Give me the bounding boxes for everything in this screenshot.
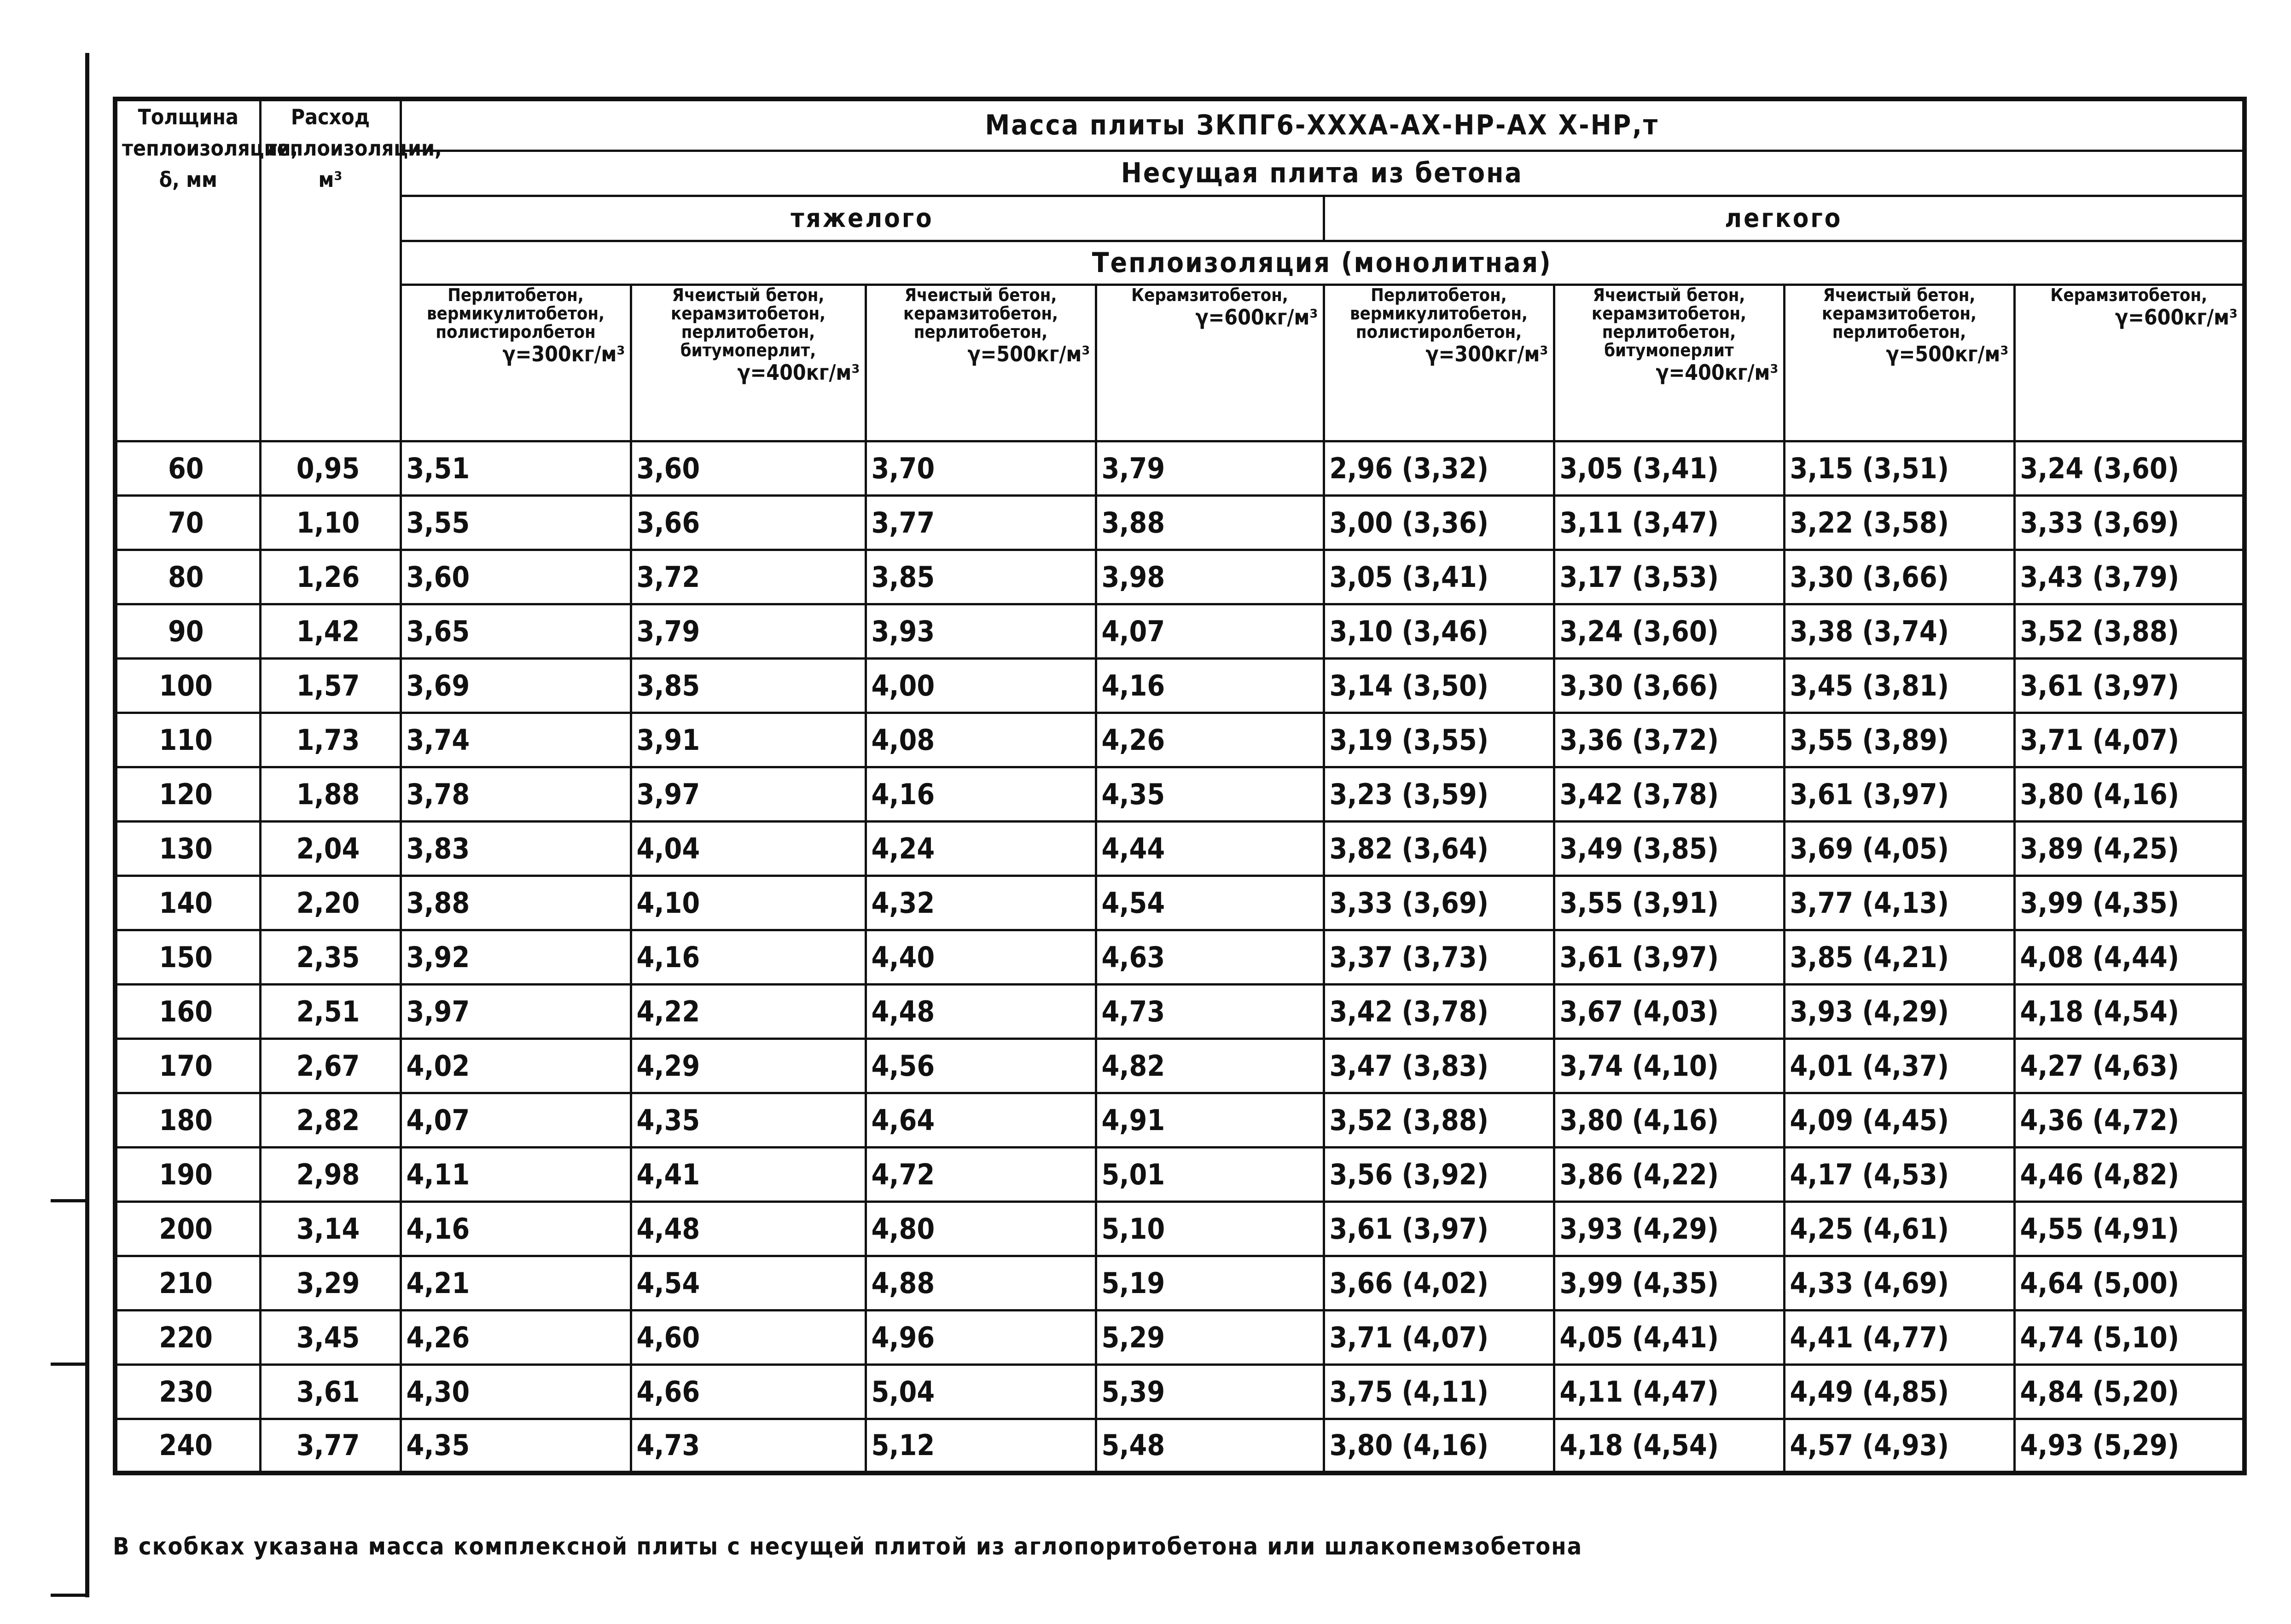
mass-cell: 3,33 (3,69) xyxy=(2014,495,2244,550)
thickness-cell: 230 xyxy=(115,1364,260,1419)
mass-cell: 4,05 (4,41) xyxy=(1554,1310,1784,1364)
thickness-cell: 80 xyxy=(115,550,260,604)
column-density: γ=300кг/м³ xyxy=(1425,341,1548,366)
column-density: γ=500кг/м³ xyxy=(1886,341,2009,366)
mass-cell: 3,33 (3,69) xyxy=(1324,876,1554,930)
consumption-cell: 1,57 xyxy=(260,658,401,713)
mass-cell: 3,42 (3,78) xyxy=(1324,984,1554,1038)
table-row xyxy=(115,604,2244,658)
consumption-cell: 1,26 xyxy=(260,550,401,604)
mass-cell: 4,21 xyxy=(401,1256,631,1310)
consumption-cell: 0,95 xyxy=(260,441,401,495)
mass-cell: 5,48 xyxy=(1096,1419,1324,1473)
mass-cell: 4,49 (4,85) xyxy=(1784,1364,2014,1419)
mass-cell: 3,80 (4,16) xyxy=(2014,767,2244,821)
mass-cell: 3,72 xyxy=(631,550,866,604)
mass-cell: 4,25 (4,61) xyxy=(1784,1201,2014,1256)
mass-cell: 3,66 xyxy=(631,495,866,550)
mass-cell: 4,16 xyxy=(866,767,1096,821)
mass-cell: 4,73 xyxy=(1096,984,1324,1038)
mass-cell: 3,52 (3,88) xyxy=(2014,604,2244,658)
mass-cell: 3,47 (3,83) xyxy=(1324,1038,1554,1093)
column-name: Перлитобетон, вермикулитобетон, полистиролбетон, xyxy=(1350,284,1528,342)
table-title: Масса плиты ЗКПГ6-ХХХА-АХ-НР-АХ Х-НР,т xyxy=(401,99,2244,151)
mass-cell: 4,11 xyxy=(401,1147,631,1201)
mass-cell: 4,54 xyxy=(631,1256,866,1310)
mass-cell: 3,88 xyxy=(1096,495,1324,550)
mass-cell: 3,55 (3,91) xyxy=(1554,876,1784,930)
mass-cell: 3,91 xyxy=(631,713,866,767)
mass-cell: 4,48 xyxy=(631,1201,866,1256)
mass-cell: 3,49 (3,85) xyxy=(1554,821,1784,876)
table-row xyxy=(115,984,2244,1038)
mass-cell: 4,02 xyxy=(401,1038,631,1093)
column-header-row xyxy=(115,284,2244,441)
mass-cell: 3,75 (4,11) xyxy=(1324,1364,1554,1419)
column-header xyxy=(1096,284,1324,441)
mass-cell: 3,60 xyxy=(401,550,631,604)
insulation-header: Теплоизоляция (монолитная) xyxy=(401,241,2244,284)
mass-cell: 4,60 xyxy=(631,1310,866,1364)
column-name: Керамзитобетон, xyxy=(1131,284,1288,305)
table-body xyxy=(115,441,2244,1473)
mass-cell: 3,56 (3,92) xyxy=(1324,1147,1554,1201)
mass-cell: 3,00 (3,36) xyxy=(1324,495,1554,550)
mass-cell: 3,97 xyxy=(401,984,631,1038)
consumption-cell: 2,98 xyxy=(260,1147,401,1201)
mass-cell: 5,01 xyxy=(1096,1147,1324,1201)
column-header xyxy=(1554,284,1784,441)
mass-cell: 3,83 xyxy=(401,821,631,876)
mass-cell: 3,43 (3,79) xyxy=(2014,550,2244,604)
mass-cell: 4,48 xyxy=(866,984,1096,1038)
thickness-cell: 200 xyxy=(115,1201,260,1256)
mass-cell: 3,70 xyxy=(866,441,1096,495)
mass-cell: 3,74 xyxy=(401,713,631,767)
mass-cell: 4,35 xyxy=(1096,767,1324,821)
margin-tick xyxy=(51,1594,88,1597)
mass-cell: 3,88 xyxy=(401,876,631,930)
mass-cell: 3,82 (3,64) xyxy=(1324,821,1554,876)
mass-cell: 2,96 (3,32) xyxy=(1324,441,1554,495)
consumption-cell: 2,82 xyxy=(260,1093,401,1147)
mass-cell: 3,97 xyxy=(631,767,866,821)
thickness-cell: 160 xyxy=(115,984,260,1038)
mass-cell: 4,00 xyxy=(866,658,1096,713)
mass-cell: 4,84 (5,20) xyxy=(2014,1364,2244,1419)
column-name: Ячеистый бетон, керамзитобетон, перлитобетон, битумоперлит xyxy=(1591,284,1746,360)
mass-cell: 3,69 (4,05) xyxy=(1784,821,2014,876)
thickness-cell: 100 xyxy=(115,658,260,713)
mass-cell: 3,93 (4,29) xyxy=(1554,1201,1784,1256)
thickness-cell: 70 xyxy=(115,495,260,550)
mass-cell: 3,85 xyxy=(631,658,866,713)
table-row xyxy=(115,495,2244,550)
consumption-cell: 2,20 xyxy=(260,876,401,930)
mass-cell: 4,16 xyxy=(1096,658,1324,713)
mass-cell: 3,05 (3,41) xyxy=(1554,441,1784,495)
thickness-cell: 120 xyxy=(115,767,260,821)
mass-cell: 5,12 xyxy=(866,1419,1096,1473)
column-name: Ячеистый бетон, керамзитобетон, перлитобетон, битумоперлит, xyxy=(670,284,826,360)
mass-cell: 4,09 (4,45) xyxy=(1784,1093,2014,1147)
mass-cell: 4,40 xyxy=(866,930,1096,984)
mass-cell: 3,61 (3,97) xyxy=(1554,930,1784,984)
mass-cell: 3,36 (3,72) xyxy=(1554,713,1784,767)
mass-cell: 4,41 (4,77) xyxy=(1784,1310,2014,1364)
column-header xyxy=(866,284,1096,441)
mass-cell: 3,51 xyxy=(401,441,631,495)
mass-cell: 3,93 (4,29) xyxy=(1784,984,2014,1038)
mass-table xyxy=(113,97,2247,1475)
mass-cell: 3,11 (3,47) xyxy=(1554,495,1784,550)
column-header xyxy=(1784,284,2014,441)
mass-cell: 3,85 xyxy=(866,550,1096,604)
mass-cell: 3,05 (3,41) xyxy=(1324,550,1554,604)
mass-cell: 3,77 xyxy=(866,495,1096,550)
table-row xyxy=(115,767,2244,821)
mass-cell: 3,55 xyxy=(401,495,631,550)
column-density: γ=400кг/м³ xyxy=(737,360,860,385)
consumption-cell: 3,14 xyxy=(260,1201,401,1256)
mass-cell: 4,16 xyxy=(631,930,866,984)
table-row xyxy=(115,1364,2244,1419)
column-name: Ячеистый бетон, керамзитобетон, перлитобетон, xyxy=(1821,284,1977,342)
mass-cell: 4,04 xyxy=(631,821,866,876)
thickness-cell: 90 xyxy=(115,604,260,658)
table-row xyxy=(115,713,2244,767)
mass-cell: 4,41 xyxy=(631,1147,866,1201)
mass-cell: 4,72 xyxy=(866,1147,1096,1201)
mass-cell: 3,80 (4,16) xyxy=(1554,1093,1784,1147)
column-header xyxy=(631,284,866,441)
mass-cell: 4,24 xyxy=(866,821,1096,876)
margin-tick xyxy=(51,1363,88,1366)
column-name: Ячеистый бетон, керамзитобетон, перлитобетон, xyxy=(903,284,1058,342)
light-concrete-header: легкого xyxy=(1324,196,2244,241)
mass-cell: 4,64 (5,00) xyxy=(2014,1256,2244,1310)
mass-cell: 4,16 xyxy=(401,1201,631,1256)
thickness-cell: 180 xyxy=(115,1093,260,1147)
mass-cell: 4,26 xyxy=(401,1310,631,1364)
mass-cell: 3,85 (4,21) xyxy=(1784,930,2014,984)
column-header xyxy=(1324,284,1554,441)
mass-cell: 4,17 (4,53) xyxy=(1784,1147,2014,1201)
mass-cell: 3,24 (3,60) xyxy=(2014,441,2244,495)
mass-cell: 4,35 xyxy=(401,1419,631,1473)
thickness-cell: 210 xyxy=(115,1256,260,1310)
mass-cell: 3,69 xyxy=(401,658,631,713)
table-row xyxy=(115,1256,2244,1310)
mass-cell: 4,82 xyxy=(1096,1038,1324,1093)
consumption-cell: 1,10 xyxy=(260,495,401,550)
consumption-cell: 1,88 xyxy=(260,767,401,821)
mass-cell: 4,01 (4,37) xyxy=(1784,1038,2014,1093)
consumption-cell: 2,35 xyxy=(260,930,401,984)
mass-cell: 4,73 xyxy=(631,1419,866,1473)
thickness-cell: 170 xyxy=(115,1038,260,1093)
mass-cell: 4,55 (4,91) xyxy=(2014,1201,2244,1256)
mass-cell: 5,04 xyxy=(866,1364,1096,1419)
mass-cell: 3,71 (4,07) xyxy=(1324,1310,1554,1364)
table-row xyxy=(115,658,2244,713)
column-header xyxy=(401,284,631,441)
consumption-cell: 2,51 xyxy=(260,984,401,1038)
mass-cell: 3,30 (3,66) xyxy=(1554,658,1784,713)
table-row xyxy=(115,550,2244,604)
mass-cell: 3,78 xyxy=(401,767,631,821)
thickness-cell: 190 xyxy=(115,1147,260,1201)
thickness-cell: 60 xyxy=(115,441,260,495)
consumption-header: Расход теплоизоляции, м³ xyxy=(260,99,401,441)
mass-cell: 3,55 (3,89) xyxy=(1784,713,2014,767)
mass-cell: 3,30 (3,66) xyxy=(1784,550,2014,604)
thickness-header: Толщина теплоизоляции, δ, мм xyxy=(115,99,260,441)
mass-cell: 4,10 xyxy=(631,876,866,930)
column-density: γ=400кг/м³ xyxy=(1656,360,1779,385)
mass-cell: 4,54 xyxy=(1096,876,1324,930)
table-row xyxy=(115,1310,2244,1364)
column-name: Перлитобетон, вермикулитобетон, полистиролбетон xyxy=(427,284,605,342)
mass-cell: 4,27 (4,63) xyxy=(2014,1038,2244,1093)
mass-cell: 4,57 (4,93) xyxy=(1784,1419,2014,1473)
mass-cell: 3,98 xyxy=(1096,550,1324,604)
mass-cell: 3,61 (3,97) xyxy=(2014,658,2244,713)
mass-cell: 4,91 xyxy=(1096,1093,1324,1147)
mass-cell: 3,52 (3,88) xyxy=(1324,1093,1554,1147)
mass-cell: 3,61 (3,97) xyxy=(1324,1201,1554,1256)
mass-cell: 4,74 (5,10) xyxy=(2014,1310,2244,1364)
mass-cell: 4,08 xyxy=(866,713,1096,767)
table-row xyxy=(115,1201,2244,1256)
column-header xyxy=(2014,284,2244,441)
mass-cell: 4,11 (4,47) xyxy=(1554,1364,1784,1419)
mass-cell: 3,24 (3,60) xyxy=(1554,604,1784,658)
mass-cell: 3,45 (3,81) xyxy=(1784,658,2014,713)
mass-cell: 4,26 xyxy=(1096,713,1324,767)
mass-cell: 4,35 xyxy=(631,1093,866,1147)
mass-cell: 4,29 xyxy=(631,1038,866,1093)
table-row xyxy=(115,876,2244,930)
mass-cell: 3,17 (3,53) xyxy=(1554,550,1784,604)
mass-cell: 4,32 xyxy=(866,876,1096,930)
mass-cell: 3,79 xyxy=(1096,441,1324,495)
mass-cell: 3,14 (3,50) xyxy=(1324,658,1554,713)
mass-cell: 4,64 xyxy=(866,1093,1096,1147)
thickness-cell: 140 xyxy=(115,876,260,930)
mass-cell: 3,22 (3,58) xyxy=(1784,495,2014,550)
mass-cell: 3,10 (3,46) xyxy=(1324,604,1554,658)
column-density: γ=500кг/м³ xyxy=(967,341,1090,366)
consumption-cell: 2,67 xyxy=(260,1038,401,1093)
column-density: γ=600кг/м³ xyxy=(1195,304,1318,330)
column-name: Керамзитобетон, xyxy=(2050,284,2208,305)
mass-cell: 3,89 (4,25) xyxy=(2014,821,2244,876)
mass-cell: 3,67 (4,03) xyxy=(1554,984,1784,1038)
mass-cell: 4,96 xyxy=(866,1310,1096,1364)
mass-cell: 3,65 xyxy=(401,604,631,658)
thickness-cell: 130 xyxy=(115,821,260,876)
mass-cell: 3,66 (4,02) xyxy=(1324,1256,1554,1310)
mass-cell: 4,56 xyxy=(866,1038,1096,1093)
mass-cell: 3,71 (4,07) xyxy=(2014,713,2244,767)
mass-cell: 4,88 xyxy=(866,1256,1096,1310)
mass-cell: 4,93 (5,29) xyxy=(2014,1419,2244,1473)
margin-tick xyxy=(51,1199,88,1202)
mass-cell: 3,60 xyxy=(631,441,866,495)
mass-cell: 3,37 (3,73) xyxy=(1324,930,1554,984)
table-row xyxy=(115,1419,2244,1473)
consumption-cell: 1,42 xyxy=(260,604,401,658)
consumption-cell: 2,04 xyxy=(260,821,401,876)
mass-cell: 3,15 (3,51) xyxy=(1784,441,2014,495)
mass-cell: 3,61 (3,97) xyxy=(1784,767,2014,821)
mass-cell: 4,07 xyxy=(401,1093,631,1147)
thickness-cell: 220 xyxy=(115,1310,260,1364)
consumption-cell: 3,45 xyxy=(260,1310,401,1364)
column-density: γ=600кг/м³ xyxy=(2115,304,2238,330)
mass-cell: 3,80 (4,16) xyxy=(1324,1419,1554,1473)
carrier-header: Несущая плита из бетона xyxy=(401,151,2244,196)
mass-cell: 4,46 (4,82) xyxy=(2014,1147,2244,1201)
mass-cell: 4,63 xyxy=(1096,930,1324,984)
table-row xyxy=(115,441,2244,495)
mass-cell: 4,18 (4,54) xyxy=(1554,1419,1784,1473)
mass-cell: 5,19 xyxy=(1096,1256,1324,1310)
mass-cell: 3,93 xyxy=(866,604,1096,658)
mass-cell: 4,33 (4,69) xyxy=(1784,1256,2014,1310)
consumption-cell: 3,77 xyxy=(260,1419,401,1473)
column-density: γ=300кг/м³ xyxy=(502,341,625,366)
thickness-cell: 150 xyxy=(115,930,260,984)
mass-cell: 3,42 (3,78) xyxy=(1554,767,1784,821)
heavy-concrete-header: тяжелого xyxy=(401,196,1324,241)
mass-cell: 5,39 xyxy=(1096,1364,1324,1419)
mass-cell: 4,80 xyxy=(866,1201,1096,1256)
table-row xyxy=(115,821,2244,876)
table-row xyxy=(115,1038,2244,1093)
mass-cell: 4,36 (4,72) xyxy=(2014,1093,2244,1147)
mass-cell: 3,99 (4,35) xyxy=(2014,876,2244,930)
mass-cell: 3,77 (4,13) xyxy=(1784,876,2014,930)
mass-cell: 3,86 (4,22) xyxy=(1554,1147,1784,1201)
mass-cell: 4,44 xyxy=(1096,821,1324,876)
thickness-cell: 110 xyxy=(115,713,260,767)
mass-cell: 4,08 (4,44) xyxy=(2014,930,2244,984)
mass-cell: 5,10 xyxy=(1096,1201,1324,1256)
mass-cell: 3,19 (3,55) xyxy=(1324,713,1554,767)
mass-cell: 3,99 (4,35) xyxy=(1554,1256,1784,1310)
consumption-cell: 3,29 xyxy=(260,1256,401,1310)
table-row xyxy=(115,1147,2244,1201)
thickness-cell: 240 xyxy=(115,1419,260,1473)
consumption-cell: 3,61 xyxy=(260,1364,401,1419)
mass-cell: 4,22 xyxy=(631,984,866,1038)
consumption-cell: 1,73 xyxy=(260,713,401,767)
mass-cell: 3,74 (4,10) xyxy=(1554,1038,1784,1093)
mass-cell: 4,18 (4,54) xyxy=(2014,984,2244,1038)
mass-cell: 3,38 (3,74) xyxy=(1784,604,2014,658)
mass-cell: 4,30 xyxy=(401,1364,631,1419)
mass-cell: 5,29 xyxy=(1096,1310,1324,1364)
mass-cell: 3,79 xyxy=(631,604,866,658)
table-row xyxy=(115,1093,2244,1147)
footnote: В скобках указана масса комплексной плиты с несущей плитой из аглопоритобетона или шлакопемзобетона xyxy=(113,1533,1583,1560)
mass-cell: 4,07 xyxy=(1096,604,1324,658)
mass-cell: 3,23 (3,59) xyxy=(1324,767,1554,821)
table-row xyxy=(115,930,2244,984)
mass-cell: 4,66 xyxy=(631,1364,866,1419)
mass-cell: 3,92 xyxy=(401,930,631,984)
